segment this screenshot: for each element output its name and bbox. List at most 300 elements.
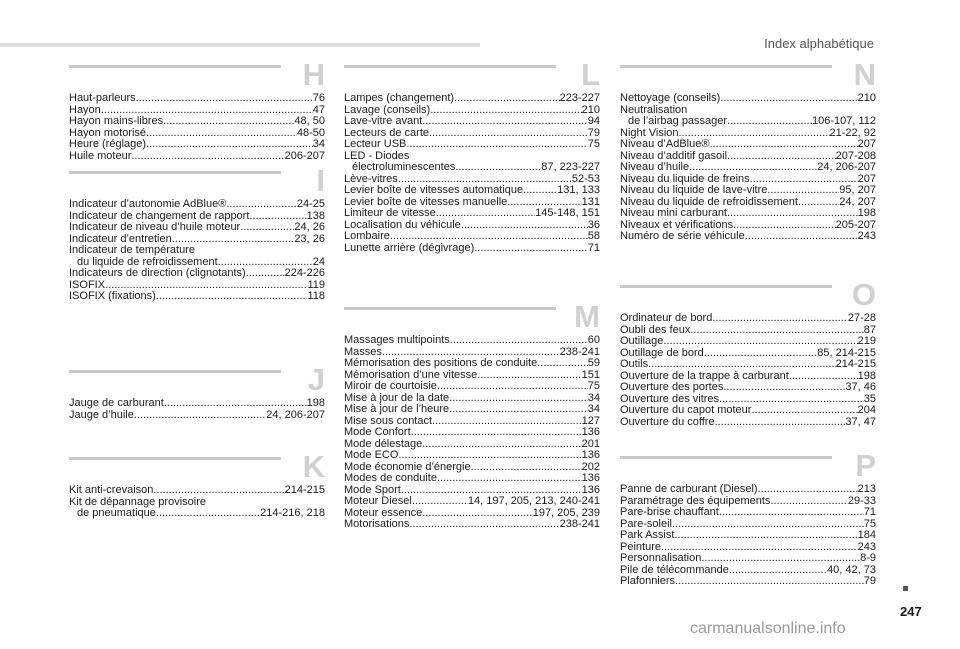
index-entry: [620, 405, 876, 417]
entry-pages: 138: [306, 209, 325, 222]
entry-leader-dots: [461, 220, 588, 232]
entry-leader-dots: [432, 416, 582, 428]
entry-pages: 48-50: [296, 126, 325, 139]
section-rule: [620, 456, 832, 459]
entry-term: Ouverture des portes: [620, 381, 724, 393]
entry-leader-dots: [153, 485, 284, 497]
section-rule: [344, 307, 556, 310]
entry-list: [620, 484, 876, 588]
entry-term: Lampes (changement): [344, 92, 455, 104]
entry-leader-dots: [411, 427, 582, 439]
entry-pages: 131, 133: [557, 184, 600, 196]
entry-pages: 47: [312, 103, 325, 116]
entry-leader-dots: [672, 519, 864, 531]
entry-pages: 37, 46: [845, 381, 876, 393]
entry-leader-dots: [701, 553, 860, 565]
entry-pages: 201: [581, 437, 600, 450]
section-letter: I: [316, 163, 325, 198]
entry-pages: 24, 206-207: [817, 161, 876, 173]
entry-term: Pare-soleil: [620, 517, 672, 530]
index-entry: [69, 116, 325, 128]
entry-pages: 29-33: [847, 494, 876, 507]
entry-leader-dots: [156, 291, 308, 303]
entry-term: Ouverture du capot moteur: [620, 404, 752, 416]
entry-term: Lecteurs de carte: [344, 126, 429, 139]
entry-term: Moteur Diesel: [344, 495, 412, 507]
entry-leader-dots: [648, 359, 836, 371]
entry-leader-dots: [537, 358, 588, 370]
entry-leader-dots: [663, 336, 857, 348]
entry-pages: 58: [587, 230, 600, 242]
entry-pages: 119: [307, 278, 325, 291]
entry-leader-dots: [163, 116, 294, 128]
entry-pages: 79: [587, 126, 600, 139]
index-entry: [344, 450, 600, 462]
entry-pages: 207: [857, 172, 876, 185]
entry-leader-dots: [449, 404, 588, 416]
entry-leader-dots: [246, 268, 285, 280]
index-entry: [69, 93, 325, 105]
entry-term: de l’airbag passager: [628, 115, 728, 127]
entry-leader-dots: [430, 105, 581, 117]
index-entry: [620, 336, 876, 348]
entry-pages: 71: [863, 506, 876, 518]
section-letter: M: [574, 299, 600, 334]
entry-list: [69, 485, 325, 520]
entry-pages: 198: [857, 369, 876, 382]
section-rule: [344, 65, 556, 68]
entry-leader-dots: [437, 381, 588, 393]
entry-leader-dots: [745, 231, 858, 243]
entry-pages: 24-25: [296, 198, 325, 210]
entry-leader-dots: [429, 128, 588, 140]
entry-term: Mise à jour de la date: [344, 391, 450, 404]
entry-term: Niveau d’huile: [620, 161, 690, 173]
entry-pages: 202: [581, 460, 600, 473]
entry-leader-dots: [727, 116, 812, 128]
entry-pages: 75: [587, 380, 600, 392]
entry-pages: 131: [581, 195, 600, 208]
page-header-title: Index alphabétique: [764, 36, 874, 51]
entry-pages: 85, 214-215: [817, 346, 876, 359]
entry-leader-dots: [226, 199, 297, 211]
entry-pages: 214-216, 218: [260, 507, 325, 519]
entry-term: Mode ECO: [344, 449, 399, 461]
entry-pages: 40, 42, 73: [827, 563, 876, 576]
index-entry: [69, 398, 325, 410]
entry-term: Nettoyage (conseils): [620, 92, 721, 104]
entry-term: Mémorisation d’une vitesse: [344, 368, 478, 381]
entry-term: Outillage: [620, 335, 664, 347]
entry-leader-dots: [146, 139, 313, 151]
entry-term: Mode économie d’énergie: [344, 460, 471, 473]
entry-list: [344, 335, 600, 531]
entry-term: Lunette arrière (dégivrage): [344, 241, 475, 254]
entry-term: Modes de conduite: [344, 472, 437, 484]
entry-pages: 36: [587, 218, 600, 231]
index-entry: [69, 410, 325, 422]
index-entry: [344, 162, 600, 174]
entry-pages: 14, 197, 205, 213, 240-241: [467, 495, 600, 507]
entry-term: de pneumatique: [77, 507, 156, 519]
section-rule: [620, 285, 832, 288]
entry-list: [69, 93, 325, 162]
entry-pages: 214-215: [284, 484, 325, 496]
index-entry: [620, 576, 876, 588]
entry-term: Niveau du liquide de lave-vitre: [620, 184, 768, 196]
index-entry: [69, 222, 325, 234]
entry-leader-dots: [422, 116, 587, 128]
entry-term: Lave-vitre avant: [344, 115, 423, 127]
entry-leader-dots: [471, 462, 582, 474]
entry-leader-dots: [134, 410, 266, 422]
section-letter: J: [307, 362, 325, 397]
entry-leader-dots: [720, 93, 857, 105]
index-entry: [620, 93, 876, 105]
entry-pages: 198: [306, 397, 325, 409]
entry-term: Niveau mini carburant: [620, 207, 727, 219]
entry-leader-dots: [733, 220, 836, 232]
entry-term: Hayon: [69, 103, 101, 116]
entry-term: Moteur essence: [344, 506, 423, 519]
entry-leader-dots: [164, 398, 307, 410]
index-entry: [620, 208, 876, 220]
entry-leader-dots: [437, 473, 582, 485]
entry-term: Paramétrage des équipements: [620, 494, 771, 507]
entry-leader-dots: [450, 335, 588, 347]
entry-leader-dots: [156, 508, 260, 520]
entry-term: Hayon motorisé: [69, 126, 147, 139]
entry-term: Kit anti-crevaison: [69, 484, 154, 496]
entry-term: Numéro de série véhicule: [620, 230, 745, 242]
index-entry: [69, 291, 325, 303]
entry-leader-dots: [449, 393, 588, 405]
entry-term: Plafonniers: [620, 575, 676, 587]
entry-list: [620, 93, 876, 243]
entry-leader-dots: [689, 162, 817, 174]
entry-term: Lombaire: [344, 230, 390, 242]
watermark-text: carmanualsonline.info: [690, 620, 846, 637]
entry-term: Lève-vitres: [344, 172, 398, 185]
entry-pages: 87, 223-227: [541, 161, 600, 173]
entry-leader-dots: [798, 197, 839, 209]
entry-pages: 213: [857, 483, 876, 495]
entry-pages: 34: [312, 138, 325, 150]
entry-pages: 136: [581, 483, 600, 496]
entry-leader-dots: [477, 370, 581, 382]
entry-pages: 184: [857, 529, 876, 541]
index-entry: [620, 313, 876, 325]
entry-term: ISOFIX (fixations): [69, 290, 156, 302]
entry-term: Ouverture de la trappe à carburant: [620, 369, 789, 382]
entry-term: Night Vision: [620, 126, 679, 139]
entry-term: Ouverture des vitres: [620, 392, 720, 405]
entry-pages: 136: [581, 449, 600, 461]
index-entry: [344, 473, 600, 485]
entry-term: Panne de carburant (Diesel): [620, 483, 758, 495]
entry-term: Mode Confort: [344, 426, 411, 438]
index-entry: [620, 484, 876, 496]
entry-pages: 136: [581, 426, 600, 438]
entry-term: Indicateur de niveau d’huile moteur: [69, 221, 241, 233]
index-entry: [344, 335, 600, 347]
index-entry: [620, 162, 876, 174]
entry-pages: 76: [312, 92, 325, 104]
header-rule: [0, 43, 480, 47]
entry-pages: 198: [857, 207, 876, 219]
entry-term: Neutralisation: [620, 103, 688, 116]
entry-pages: 60: [587, 334, 600, 346]
entry-leader-dots: [719, 507, 864, 519]
index-entry: [344, 208, 600, 220]
section-letter: N: [853, 57, 876, 92]
index-entry: [344, 427, 600, 439]
entry-list: [344, 93, 600, 254]
entry-term: Indicateur d’autonomie AdBlue®: [69, 198, 227, 210]
section-rule: [620, 65, 832, 68]
entry-term: Mode Sport: [344, 483, 401, 496]
entry-term: Outils: [620, 358, 649, 370]
entry-term: Levier boîte de vitesses automatique: [344, 184, 524, 196]
entry-pages: 52-53: [571, 172, 600, 185]
index-entry: [620, 359, 876, 371]
index-entry: [69, 151, 325, 163]
entry-term: Localisation du véhicule: [344, 218, 461, 231]
entry-leader-dots: [704, 348, 818, 360]
entry-pages: 205-207: [835, 218, 876, 231]
entry-pages: 118: [307, 290, 325, 302]
index-entry: [344, 496, 600, 508]
entry-pages: 207-208: [835, 149, 876, 162]
entry-term: Miroir de courtoisie: [344, 380, 437, 392]
entry-pages: 37, 47: [845, 415, 876, 428]
index-entry: [620, 185, 876, 197]
entry-leader-dots: [436, 208, 535, 220]
entry-pages: 243: [857, 540, 876, 553]
index-entry: [620, 417, 876, 429]
entry-pages: 207: [857, 138, 876, 150]
entry-term: LED - Diodes: [344, 149, 410, 162]
entry-leader-dots: [690, 325, 863, 337]
entry-term: Levier boîte de vitesses manuelle: [344, 195, 508, 208]
entry-term: Personnalisation: [620, 552, 702, 564]
entry-term: Limiteur de vitesse: [344, 207, 436, 219]
entry-term: Peinture: [620, 540, 661, 553]
entry-pages: 214-215: [835, 358, 876, 370]
entry-term: Ouverture du coffre: [620, 415, 715, 428]
entry-leader-dots: [409, 519, 559, 531]
entry-term: Outillage de bord: [620, 346, 704, 359]
entry-term: Niveau du liquide de refroidissement: [620, 195, 798, 208]
entry-term: Indicateur de changement de rapport: [69, 209, 250, 222]
entry-leader-dots: [422, 508, 532, 520]
index-entry: [69, 508, 325, 520]
entry-pages: 48, 50: [294, 115, 325, 127]
entry-term: Indicateur de température: [69, 244, 195, 256]
section-letter: K: [302, 449, 325, 484]
entry-leader-dots: [751, 405, 857, 417]
entry-term: Lavage (conseils): [344, 103, 431, 116]
index-entry: [344, 519, 600, 531]
index-entry: [69, 199, 325, 211]
entry-pages: 24: [312, 255, 325, 268]
entry-pages: 35: [863, 392, 876, 405]
entry-leader-dots: [406, 139, 587, 151]
entry-term: du liquide de refroidissement: [77, 255, 218, 268]
entry-pages: 145-148, 151: [535, 207, 600, 219]
section-letter: L: [581, 57, 600, 92]
entry-pages: 210: [857, 92, 876, 104]
entry-term: Massages multipoints: [344, 334, 450, 346]
entry-pages: 219: [857, 335, 876, 347]
index-entry: [69, 485, 325, 497]
section-letter: O: [851, 277, 876, 312]
entry-term: Heure (réglage): [69, 138, 147, 150]
entry-leader-dots: [131, 151, 284, 163]
entry-term: Indicateurs de direction (clignotants): [69, 267, 246, 279]
page-number: 247: [900, 604, 922, 619]
entry-leader-dots: [412, 496, 468, 508]
index-entry: [344, 358, 600, 370]
entry-pages: 24, 207: [839, 195, 876, 208]
index-entry: [344, 404, 600, 416]
entry-pages: 204: [857, 404, 876, 416]
entry-pages: 23, 26: [294, 232, 325, 245]
entry-pages: 238-241: [559, 518, 600, 530]
entry-term: Mode délestage: [344, 437, 423, 450]
entry-term: Huile moteur: [69, 149, 132, 162]
index-entry: [620, 530, 876, 542]
entry-leader-dots: [675, 576, 864, 588]
entry-term: Hayon mains-libres: [69, 115, 164, 127]
index-entry: [69, 139, 325, 151]
entry-leader-dots: [712, 313, 848, 325]
index-entry: [344, 116, 600, 128]
entry-leader-dots: [709, 139, 857, 151]
index-entry: [620, 139, 876, 151]
entry-pages: 238-241: [559, 345, 600, 358]
entry-leader-dots: [390, 231, 588, 243]
entry-term: Pile de télécommande: [620, 563, 729, 576]
index-entry: [620, 231, 876, 243]
entry-pages: 24, 26: [294, 221, 325, 233]
section-rule: [69, 370, 281, 373]
entry-term: Niveau du liquide de freins: [620, 172, 750, 185]
entry-leader-dots: [723, 382, 845, 394]
entry-pages: 127: [581, 414, 600, 427]
entry-term: Mise sous contact: [344, 414, 433, 427]
entry-pages: 75: [863, 517, 876, 530]
entry-leader-dots: [523, 185, 557, 197]
entry-pages: 197, 205, 239: [532, 506, 600, 519]
entry-list: [69, 398, 325, 421]
entry-pages: 21-22, 92: [829, 126, 876, 139]
entry-pages: 206-207: [284, 149, 325, 162]
index-entry: [620, 382, 876, 394]
section-rule: [69, 457, 281, 460]
entry-term: Niveau d’AdBlue®: [620, 138, 710, 150]
entry-term: Mémorisation des positions de conduite: [344, 357, 538, 369]
entry-term: Mise à jour de l’heure: [344, 403, 450, 415]
entry-term: ISOFIX: [69, 278, 106, 291]
entry-pages: 59: [587, 357, 600, 369]
index-entry: [620, 507, 876, 519]
entry-pages: 34: [587, 403, 600, 415]
entry-leader-dots: [770, 496, 847, 508]
entry-pages: 210: [581, 103, 600, 116]
entry-pages: 94: [587, 115, 600, 127]
index-entry: [344, 93, 600, 105]
entry-term: Kit de dépannage provisoire: [69, 495, 206, 508]
entry-term: Niveau d’additif gasoil: [620, 149, 728, 162]
entry-leader-dots: [758, 484, 858, 496]
section-rule: [69, 171, 281, 174]
entry-leader-dots: [398, 450, 581, 462]
index-entry: [344, 231, 600, 243]
entry-leader-dots: [674, 530, 857, 542]
entry-leader-dots: [136, 93, 313, 105]
entry-term: Pare-brise chauffant: [620, 506, 719, 518]
index-entry: [344, 139, 600, 151]
entry-leader-dots: [715, 417, 846, 429]
entry-leader-dots: [767, 185, 839, 197]
entry-term: Masses: [344, 345, 382, 358]
entry-term: électroluminescentes: [352, 161, 456, 173]
entry-term: Oubli des feux: [620, 323, 691, 336]
entry-list: [69, 199, 325, 303]
entry-pages: 27-28: [847, 312, 876, 324]
entry-term: Jauge de carburant: [69, 397, 164, 409]
section-rule: [69, 65, 281, 68]
entry-pages: 87: [863, 323, 876, 336]
entry-pages: 79: [863, 575, 876, 587]
index-entry: [344, 381, 600, 393]
index-entry: [69, 245, 325, 257]
index-entry: [69, 268, 325, 280]
entry-leader-dots: [729, 565, 827, 577]
entry-leader-dots: [474, 243, 588, 255]
entry-leader-dots: [455, 162, 541, 174]
entry-pages: 243: [857, 230, 876, 242]
entry-leader-dots: [454, 93, 560, 105]
entry-pages: 75: [587, 138, 600, 150]
entry-leader-dots: [727, 208, 858, 220]
index-entry: [344, 185, 600, 197]
entry-pages: 24, 206-207: [266, 408, 325, 421]
entry-term: Niveaux et vérifications: [620, 218, 734, 231]
section-letter: H: [302, 57, 325, 92]
entry-pages: 95, 207: [839, 184, 876, 196]
entry-term: Haut-parleurs: [69, 92, 136, 104]
entry-leader-dots: [240, 222, 294, 234]
index-entry: [344, 243, 600, 255]
entry-pages: 136: [581, 472, 600, 484]
entry-leader-dots: [422, 439, 581, 451]
entry-term: Jauge d’huile: [69, 408, 134, 421]
entry-term: Lecteur USB: [344, 138, 407, 150]
entry-pages: 71: [587, 241, 600, 254]
entry-pages: 8-9: [860, 552, 876, 564]
entry-term: Indicateur d’entretien: [69, 232, 172, 245]
entry-pages: 151: [581, 368, 600, 381]
entry-term: Ordinateur de bord: [620, 312, 713, 324]
page-marker: [903, 586, 908, 591]
index-entry: [620, 553, 876, 565]
entry-pages: 106-107, 112: [811, 115, 876, 127]
entry-pages: 224-226: [284, 267, 325, 279]
entry-leader-dots: [146, 128, 297, 140]
entry-term: Motorisations: [344, 518, 410, 530]
